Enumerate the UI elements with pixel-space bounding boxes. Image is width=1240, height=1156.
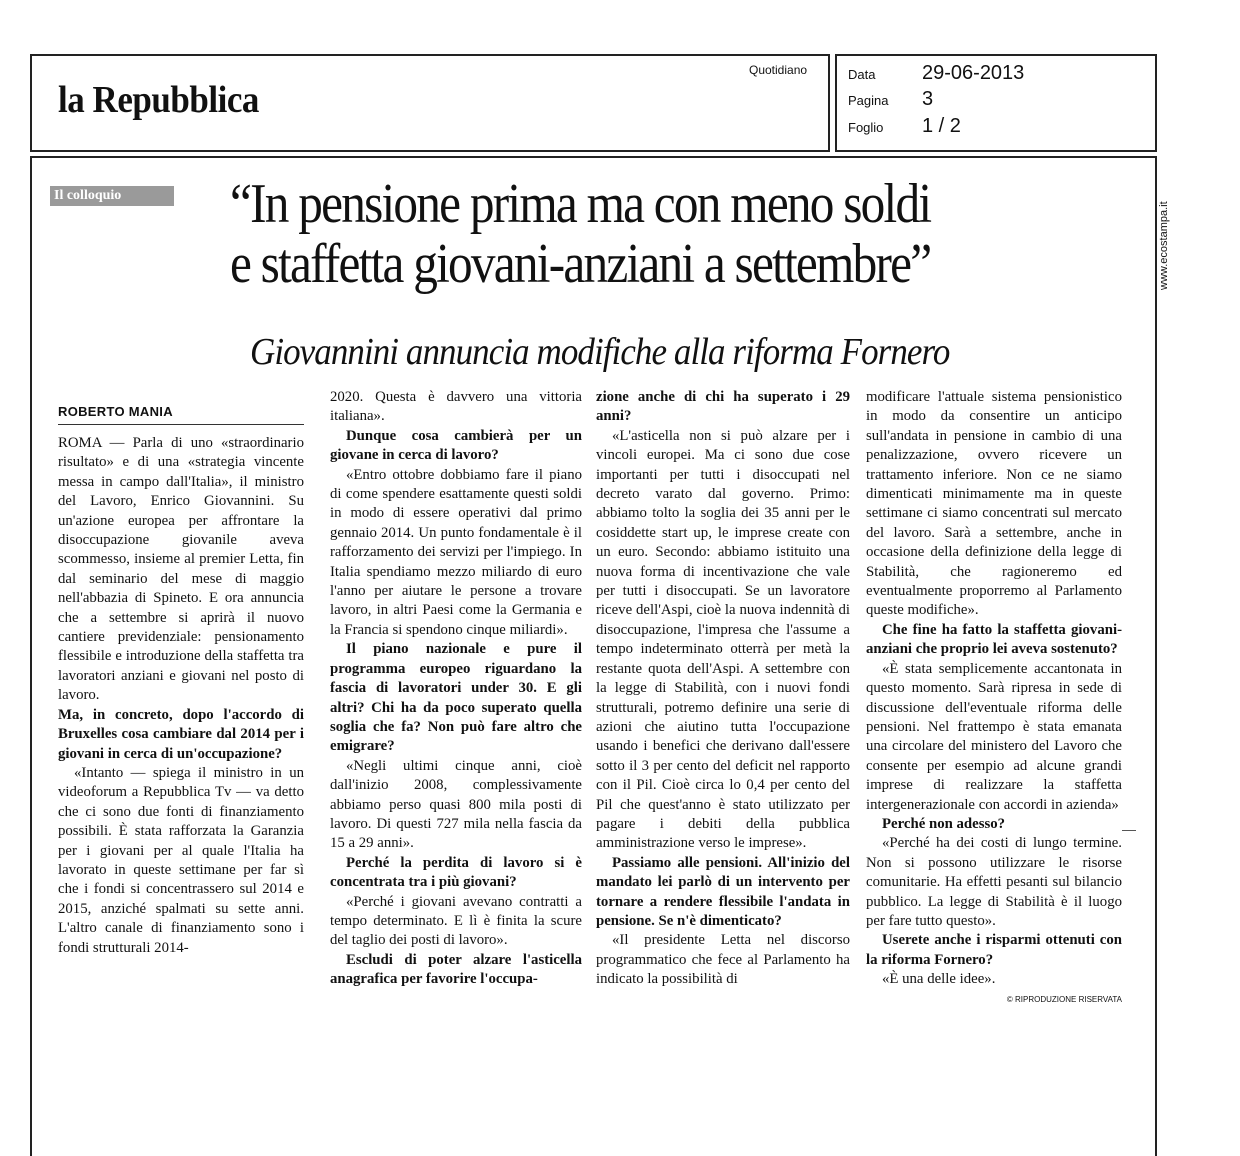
interview-question: Che fine ha fatto la staffetta giovani-anziani che proprio lei aveva sostenuto?: [866, 621, 1122, 658]
meta-page: [848, 88, 1148, 111]
interview-question: Escludi di poter alzare l'asticella anagrafica per favorire l'occupa-: [330, 951, 582, 988]
article-byline: ROBERTO MANIA: [58, 404, 173, 419]
meta-date: [848, 62, 1148, 85]
article-headline: [230, 174, 930, 294]
article-paragraph: «Intanto — spiega il ministro in un videoforum a Repubblica Tv — va detto che ci sono due fonti di finanziamento possibili. È stata rafforzata la Garanzia per i giovani per al quale l'Italia ha lavorato in queste settimane per far sì che i fondi si concentrassero sul 2014 e 2015, anziché spalmati su sette anni. L'altro canale di finanziamento sono i fondi strutturali 2014-: [58, 764, 304, 956]
frequency-label: Quotidiano: [749, 63, 808, 77]
article-paragraph: «Perché i giovani avevano contratti a tempo determinato. E lì è finita la scure del taglio dei posti di lavoro».: [330, 893, 582, 949]
article-paragraph: modificare l'attuale sistema pensionistico in modo da consentire un anticipo sull'andata in pensione in cambio di una penalizzazione, ovvero ricevere un trattamento inferiore. Non ce ne siamo dimenticati minimamente ma in queste settimane ci siamo concentrati sul mercato del lavoro. Sarà a settembre, anche in occasione della definizione della legge di Stabilità, che ragioneremo ed eventualmente proporremo al Parlamento queste modifiche».: [866, 389, 1122, 619]
article-paragraph: «Negli ultimi cinque anni, cioè dall'inizio 2008, complessivamente abbiamo perso quasi 800 mila posti di lavoro. Di questi 727 mila nella fascia da 15 a 29 anni».: [330, 757, 582, 852]
meta-sheet-value: 1 / 2: [922, 115, 961, 137]
meta-page-value: 3: [922, 88, 934, 110]
side-credit-text: www.ecostampa.it: [1158, 201, 1170, 290]
article-paragraph: «È una delle idee».: [882, 971, 996, 988]
article-column-4: [866, 388, 1122, 1009]
interview-question: Dunque cosa cambierà per un giovane in cerca di lavoro?: [330, 427, 582, 464]
article-column-1: [58, 434, 304, 958]
meta-date-label: Data: [848, 67, 876, 82]
article-kicker: Il colloquio: [50, 186, 174, 206]
side-credit: [1158, 160, 1176, 300]
interview-question: Passiamo alle pensioni. All'inizio del mandato lei parlò di un intervento per tornare a rendere flessibile l'andata in pensione. Se n'è dimenticato?: [596, 854, 850, 929]
article-paragraph: «Entro ottobre dobbiamo fare il piano di come spendere esattamente questi soldi in modo di essere operativi dal primo gennaio 2014. Un punto fondamentale è il rafforzamento dei servizi per l'impiego. In Italia spendiamo mezzo miliardo di euro l'anno per aiutare le persone a trovare lavoro, in altri Paesi come la Germania e la Francia si spendono cinque miliardi».: [330, 466, 582, 638]
copyright-credit: © RIPRODUZIONE RISERVATA: [1006, 994, 1122, 1004]
interview-question: Perché la perdita di lavoro si è concentrata tra i più giovani?: [330, 854, 582, 891]
interview-question: Il piano nazionale e pure il programma europeo riguardano la fascia di lavoratori under 30. E gli altri? Chi ha da poco superato quella soglia che fa? Non può fare altro che emigrare?: [330, 641, 582, 755]
interview-question: Userete anche i risparmi ottenuti con la riforma Fornero?: [866, 932, 1122, 968]
interview-question: Perché non adesso?: [882, 815, 1006, 832]
meta-sheet: [848, 115, 1148, 138]
article-paragraph: «È stata semplicemente accantonata in questo momento. Sarà ripresa in sede di discussione dell'eventuale riforma delle pensioni. Nel frattempo è stata emanata una circolare del ministero del Lavoro che consente per esempio ad alcune grandi imprese di realizzare la staffetta intergenerazionale con accordi in azienda»: [866, 660, 1122, 813]
headline-line-2: e staffetta giovani-anziani a settembre”: [230, 233, 931, 295]
article-paragraph: 2020. Questa è davvero una vittoria italiana».: [330, 389, 582, 425]
article-paragraph: «Il presidente Letta nel discorso programmatico che fece al Parlamento ha indicato la possibilità di: [596, 932, 850, 988]
article-paragraph: ROMA — Parla di uno «straordinario risultato» e di una «strategia vincente messa in campo dall'Italia», il ministro del Lavoro, Enrico Giovannini. Su un'azione europea per affrontare la disoccupazione giovanile aveva scommesso, insieme al premier Letta, fin dal seminario del mese di maggio nell'abbazia di Spineto. E ora annuncia che a settembre si aprirà il nuovo cantiere previdenziale: pensionamento flessibile e introduzione della staffetta tra lavoratori anziani e giovani nel posto di lavoro.: [58, 435, 304, 704]
article-column-3: [596, 388, 850, 990]
newspaper-logo: la Repubblica: [58, 79, 259, 121]
divider-mark: [1122, 830, 1136, 831]
meta-sheet-label: Foglio: [848, 120, 884, 135]
meta-page-label: Pagina: [848, 93, 889, 108]
article-column-2: [330, 388, 582, 990]
article-paragraph: «L'asticella non si può alzare per i vincoli europei. Ma ci sono due cose importanti per tutti i disoccupati nel decreto varato dal governo. Primo: abbiamo tolto la soglia dei 35 anni per le cosiddette start up, le imprese create con un euro. Secondo: abbiamo istituito una nuova forma di incentivazione che vale per tutti i disoccupati. Se un lavoratore riceve dell'Aspi, cioè la nuova indennità di disoccupazione, l'impresa che l'assume a tempo indeterminato otterrà per metà la restante quota dell'Aspi. A settembre con la legge di Stabilità, con i nuovi fondi strutturali, potremo definire una serie di azioni che aiutino tutta l'occupazione usando i benefici che derivano dall'essere sotto il 3 per cento del deficit nel rapporto con il Pil. Cioè circa lo 0,4 per cento del Pil che quest'anno è stato utilizzato per pagare i debiti della pubblica amministrazione verso le imprese».: [596, 427, 850, 852]
interview-question: zione anche di chi ha superato i 29 anni?: [596, 389, 850, 425]
article-paragraph: «Perché ha dei costi di lungo termine. Non si possono utilizzare le risorse comunitarie. Ha effetti pesanti sul bilancio pubblico. La legge di Stabilità è il luogo per fare tutto questo».: [866, 835, 1122, 929]
interview-question: Ma, in concreto, dopo l'accordo di Bruxelles cosa cambiare dal 2014 per i giovani in cerca di un'occupazione?: [58, 706, 304, 762]
byline-divider: [58, 424, 304, 425]
headline-line-1: “In pensione prima ma con meno soldi: [230, 173, 931, 235]
article-subheadline: Giovannini annuncia modifiche alla riforma Fornero: [250, 331, 950, 373]
meta-date-value: 29-06-2013: [922, 62, 1025, 84]
